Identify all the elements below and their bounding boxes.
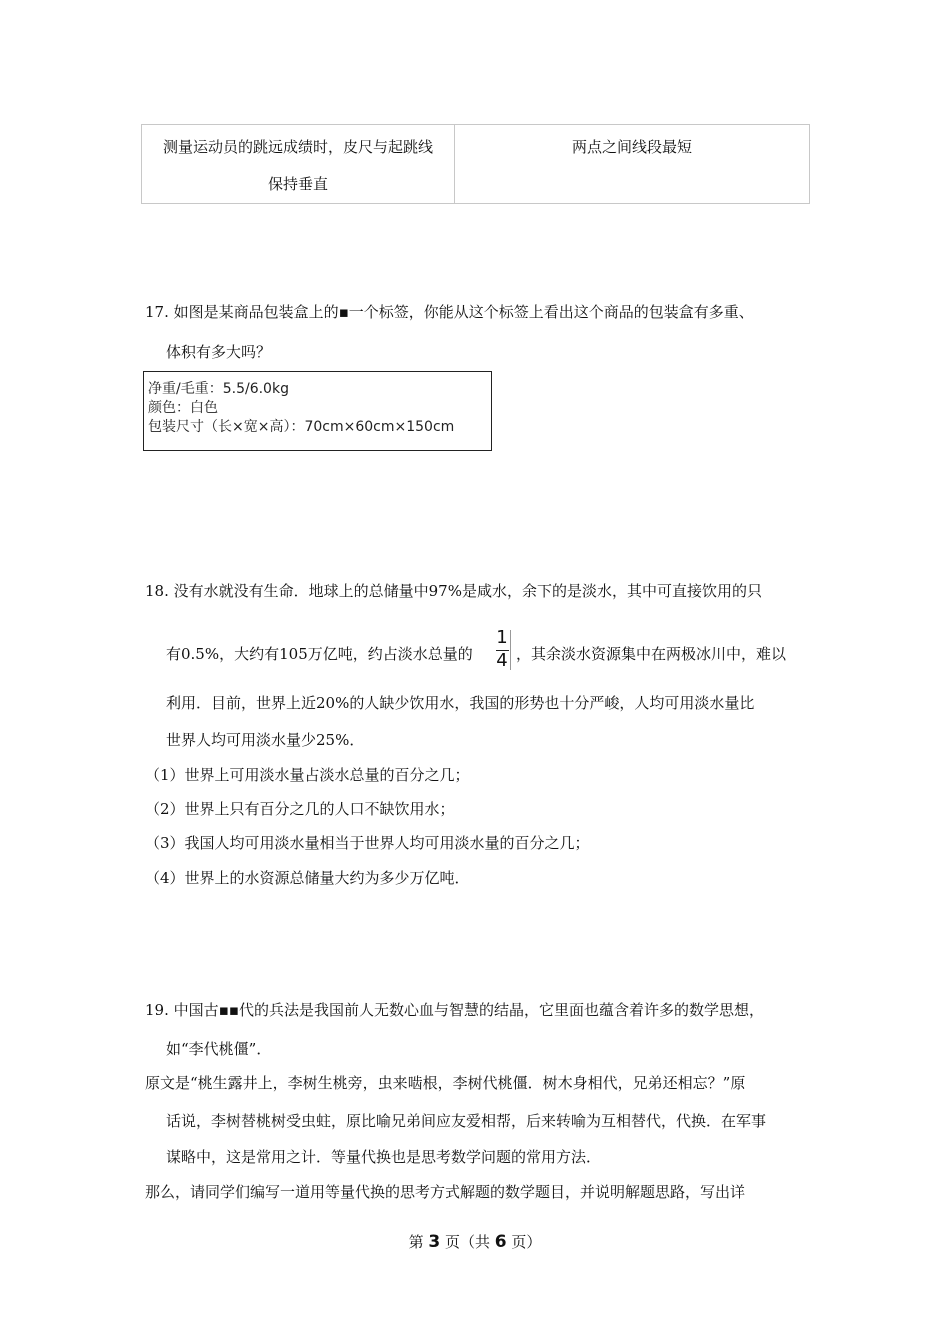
label-weight: 净重/毛重：5.5/6.0kg xyxy=(148,381,289,397)
q18-line4: 世界人均可用淡水量少25%． xyxy=(166,731,365,749)
q17-line2: 体积有多大吗？ xyxy=(166,343,272,361)
fraction-numerator: 1 xyxy=(496,627,508,648)
q19-line1: 19. 中国古▪▪代的兵法是我国前人无数心血与智慧的结晶，它里面也蕴含着许多的数学思想， xyxy=(145,1001,764,1019)
q19-line5: 谋略中，这是常用之计．等量代换也是思考数学问题的常用方法． xyxy=(166,1148,602,1166)
footer-suffix: 页） xyxy=(511,1233,542,1251)
fraction-divider xyxy=(510,630,511,670)
page-footer xyxy=(0,1231,950,1252)
label-color: 颜色：白色 xyxy=(148,400,218,416)
q18-sub3: （3）我国人均可用淡水量相当于世界人均可用淡水量的百分之几； xyxy=(145,834,590,852)
fraction-denominator: 4 xyxy=(496,650,508,671)
footer-prefix: 第 xyxy=(408,1233,424,1251)
q19-line6: 那么，请同学们编写一道用等量代换的思考方式解题的数学题目，并说明解题思路，写出详 xyxy=(145,1183,746,1201)
footer-middle: 页（共 xyxy=(444,1233,490,1251)
q19-line3: 原文是“桃生露井上，李树生桃旁，虫来啮根，李树代桃僵．树木身相代，兄弟还相忘？”原 xyxy=(145,1074,746,1092)
fraction-one-quarter xyxy=(494,628,512,672)
footer-total-pages: 6 xyxy=(494,1232,507,1252)
table-cell-right: 两点之间线段最短 xyxy=(455,125,810,204)
q18-line2a: 有0.5%，大约有105万亿吨，约占淡水总量的 xyxy=(166,645,473,663)
table-left-line1: 测量运动员的跳远成绩时，皮尺与起跳线 xyxy=(162,138,433,156)
comparison-table xyxy=(141,124,810,204)
q18-sub2: （2）世界上只有百分之几的人口不缺饮用水； xyxy=(145,800,455,818)
q19-line4: 话说，李树替桃树受虫蛀，原比喻兄弟间应友爱相帮，后来转喻为互相替代，代换．在军事 xyxy=(166,1112,767,1130)
label-size: 包装尺寸（长×宽×高）：70cm×60cm×150cm xyxy=(148,419,455,435)
q17-line1: 17. 如图是某商品包装盒上的▪一个标签，你能从这个标签上看出这个商品的包装盒有多重、 xyxy=(145,303,754,321)
q18-sub4: （4）世界上的水资源总储量大约为多少万亿吨． xyxy=(145,869,470,887)
table-left-line2: 保持垂直 xyxy=(267,175,328,193)
q18-sub1: （1）世界上可用淡水量占淡水总量的百分之几； xyxy=(145,766,470,784)
footer-page-number: 3 xyxy=(428,1232,441,1252)
q19-line2: 如“李代桃僵”． xyxy=(166,1040,272,1058)
q18-line1: 18. 没有水就没有生命．地球上的总储量中97%是咸水，余下的是淡水，其中可直接饮用的只 xyxy=(145,582,762,600)
q18-line2b: ，其余淡水资源集中在两极冰川中，难以 xyxy=(516,645,787,663)
q18-line3: 利用．目前，世界上近20%的人缺少饮用水，我国的形势也十分严峻，人均可用淡水量比 xyxy=(166,694,755,712)
product-label xyxy=(143,371,492,451)
table-cell-left xyxy=(142,125,455,204)
